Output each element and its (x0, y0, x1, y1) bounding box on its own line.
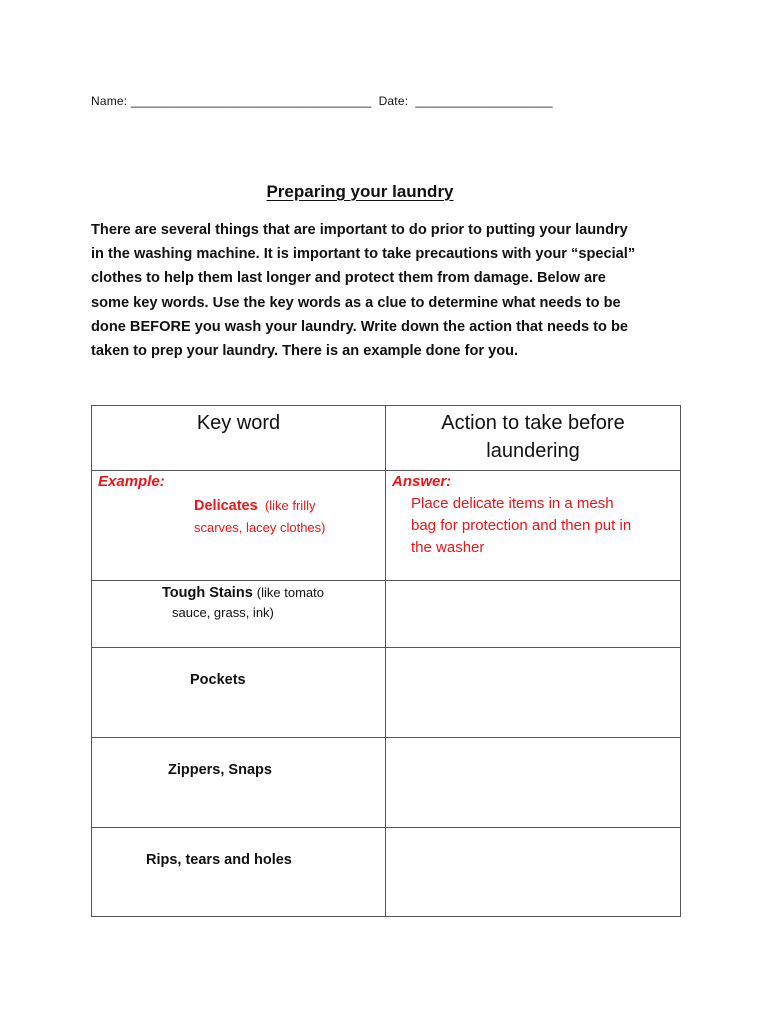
keyword-term: Pockets (190, 672, 246, 688)
answer-line: the washer (411, 539, 485, 556)
answer-cell-tough-stains[interactable] (386, 581, 681, 648)
date-blank[interactable]: ____________________ (415, 94, 553, 108)
keyword-cell-zippers (92, 738, 386, 828)
keyword-cell-pockets (92, 648, 386, 738)
example-term-note-2: scarves, lacey clothes) (194, 520, 326, 535)
example-answer-cell (386, 471, 681, 581)
intro-line: in the washing machine. It is important to take precautions with your “special” (91, 246, 636, 263)
example-keyword-cell (92, 471, 386, 581)
example-label: Example: (98, 473, 165, 490)
keyword-zippers-snaps (168, 762, 272, 778)
answer-cell-pockets[interactable] (386, 648, 681, 738)
name-date-line (91, 94, 553, 108)
answer-cell-rips[interactable] (386, 828, 681, 917)
table-row (92, 828, 681, 917)
action-header-line2: laundering (486, 440, 580, 462)
answer-label: Answer: (392, 473, 452, 490)
keyword-action-table (91, 405, 681, 917)
intro-line: done BEFORE you wash your laundry. Write down the action that needs to be (91, 318, 629, 335)
answer-line: Place delicate items in a mesh (411, 495, 614, 512)
table-row (92, 738, 681, 828)
keyword-note: (like tomato (256, 585, 324, 600)
table-header-row (92, 406, 681, 471)
keyword-cell-rips (92, 828, 386, 917)
example-term-note: (like frilly (264, 498, 316, 513)
intro-line: clothes to help them last longer and protect them from damage. Below are (91, 270, 606, 287)
key-word-header: Key word (92, 406, 386, 471)
example-row (92, 471, 681, 581)
intro-line: some key words. Use the key words as a clue to determine what needs to be (91, 294, 621, 311)
keyword-tough-stains (162, 585, 324, 601)
name-label: Name: (91, 94, 128, 108)
intro-line: taken to prep your laundry. There is an example done for you. (91, 343, 519, 360)
keyword-note-2: sauce, grass, ink) (172, 605, 274, 620)
intro-line: There are several things that are important to do prior to putting your laundry (91, 222, 628, 238)
action-header-line1: Action to take before (441, 412, 625, 434)
keyword-cell-tough-stains (92, 581, 386, 648)
name-blank[interactable]: ___________________________________ (130, 94, 372, 108)
keyword-term: Zippers, Snaps (168, 762, 272, 778)
keyword-term: Tough Stains (162, 585, 253, 601)
keyword-pockets (190, 672, 246, 688)
action-header (386, 406, 681, 471)
answer-cell-zippers[interactable] (386, 738, 681, 828)
table-row (92, 648, 681, 738)
page-title: Preparing your laundry (266, 182, 454, 201)
keyword-rips-tears-holes (146, 852, 292, 868)
instructions-paragraph (91, 218, 691, 363)
date-label: Date: (378, 94, 409, 108)
table-row (92, 581, 681, 648)
example-term-word: Delicates (194, 498, 258, 514)
answer-line: bag for protection and then put in (411, 517, 632, 534)
keyword-term: Rips, tears and holes (146, 852, 292, 868)
example-term (194, 495, 374, 538)
answer-text (411, 493, 671, 559)
